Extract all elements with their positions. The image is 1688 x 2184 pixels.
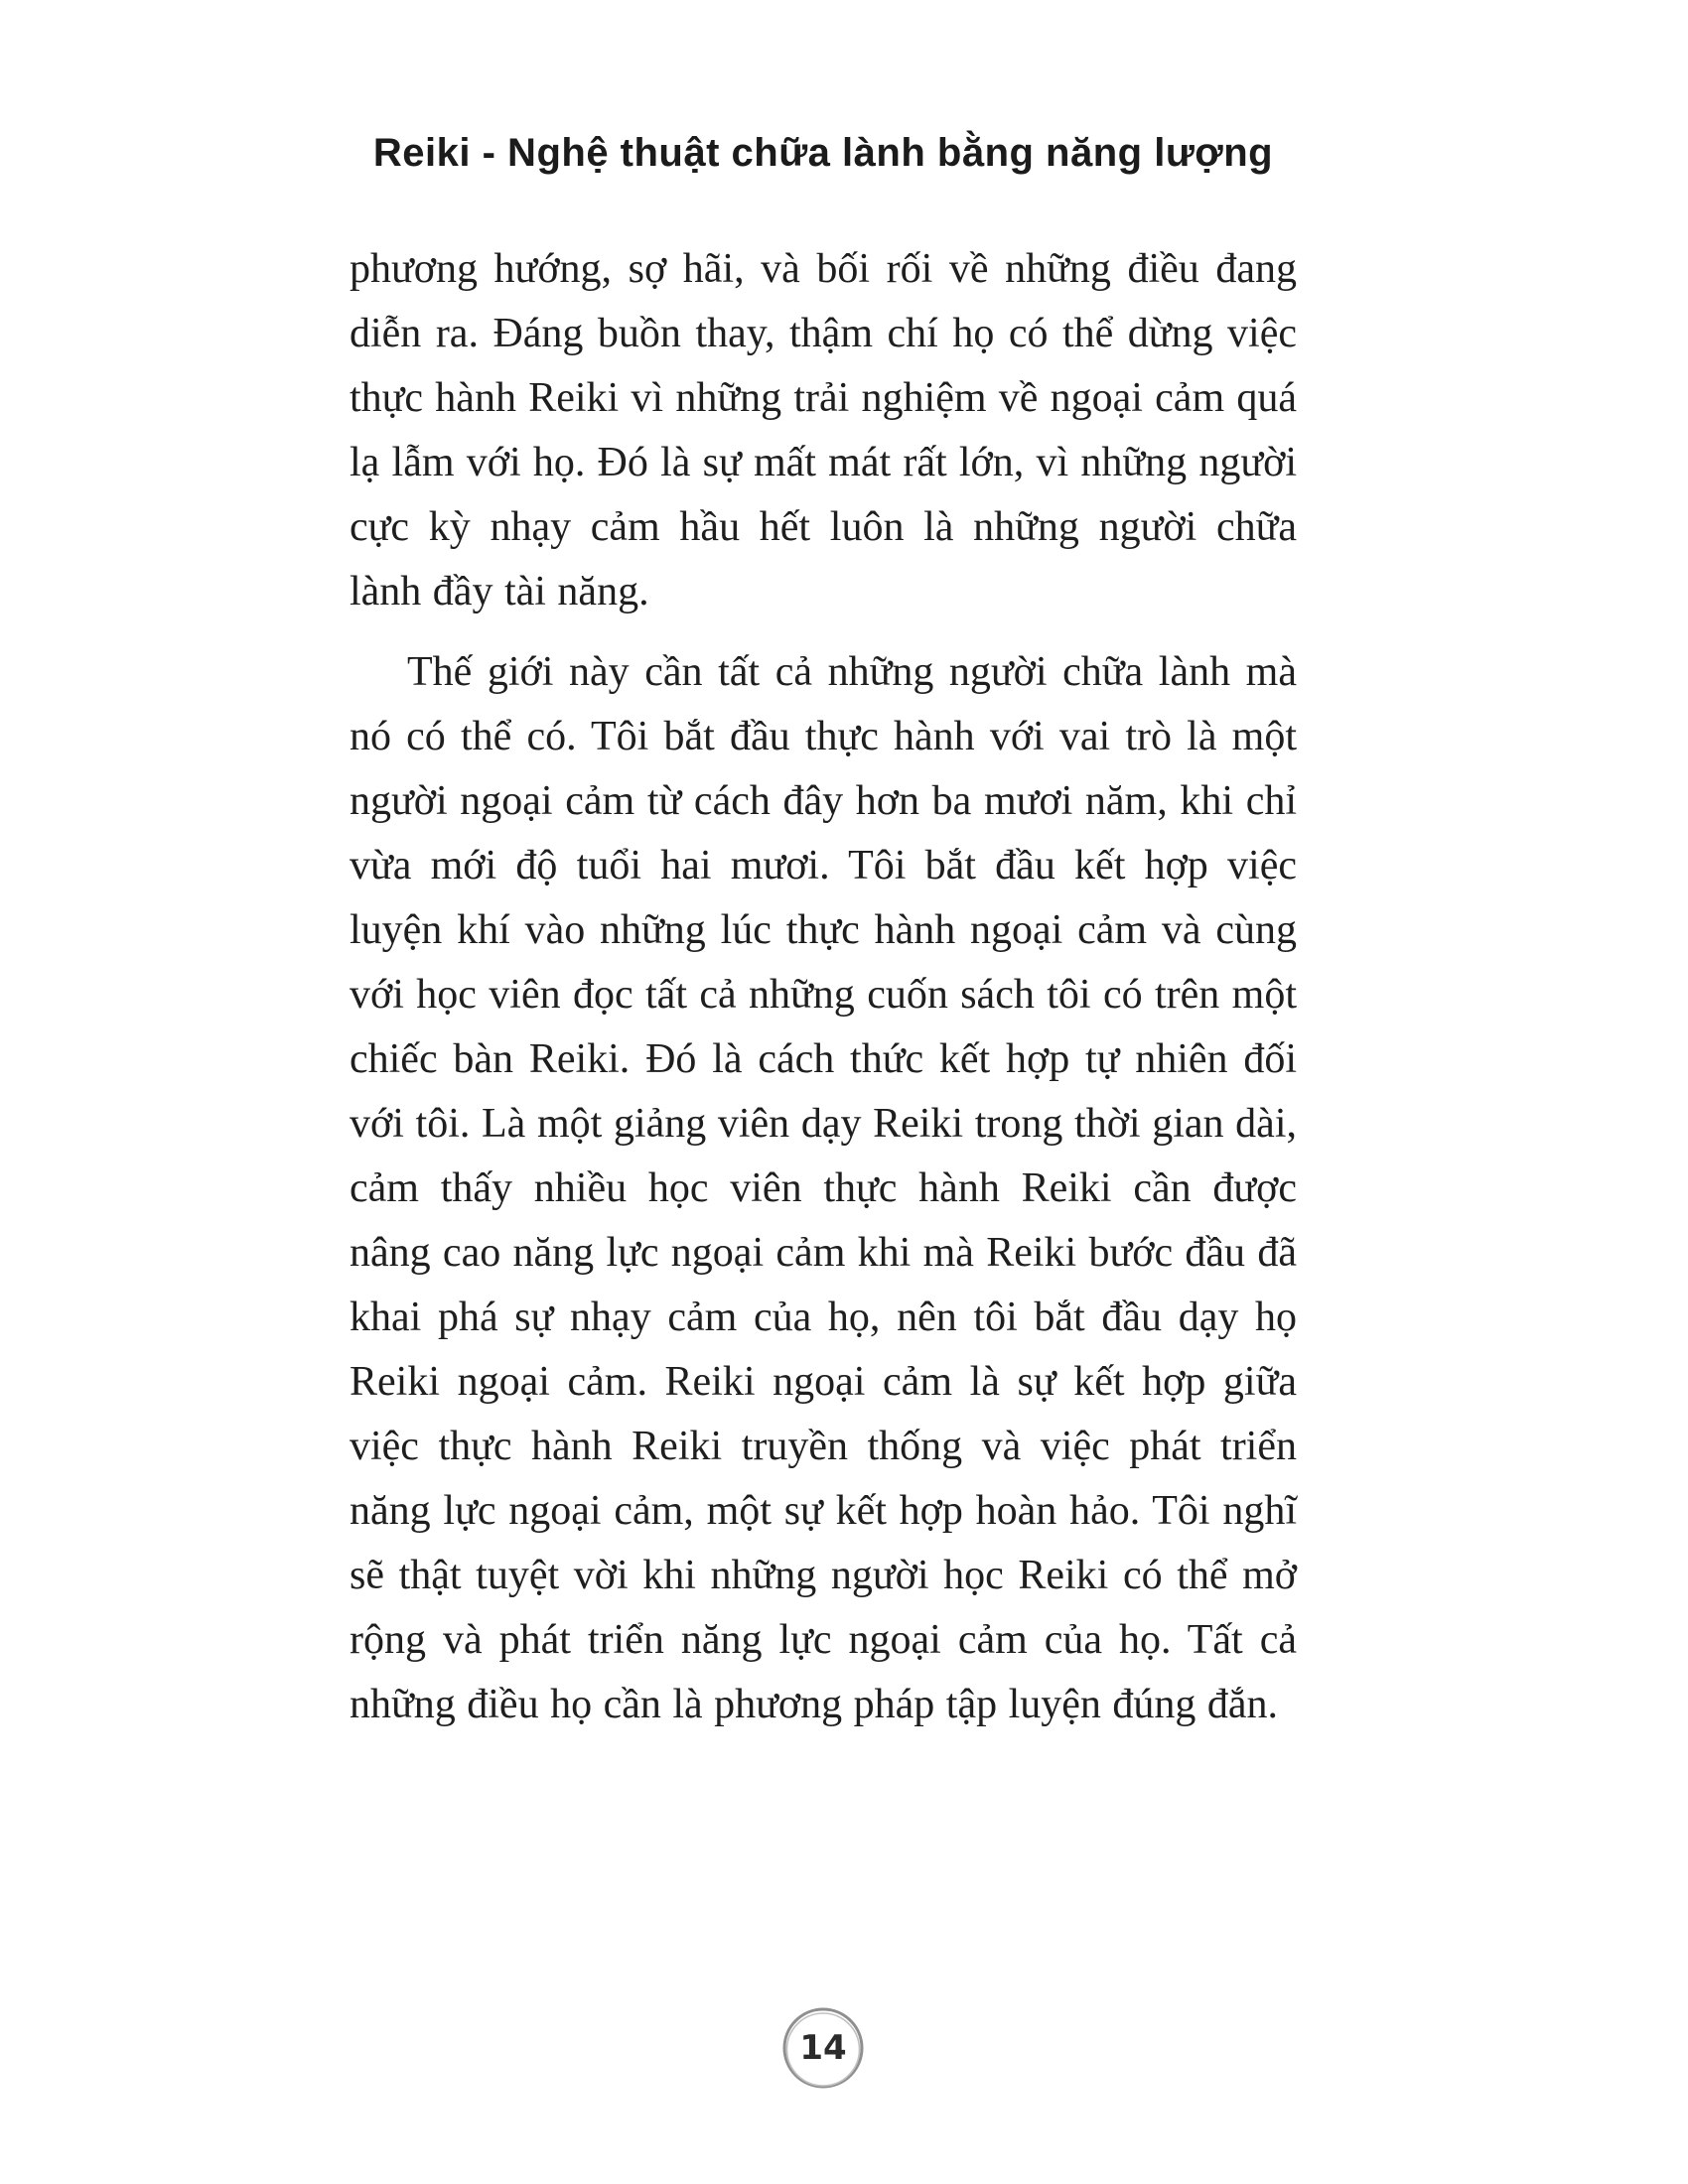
running-header: Reiki - Nghệ thuật chữa lành bằng năng lượng bbox=[372, 131, 1274, 175]
body-paragraph-1: phương hướng, sợ hãi, và bối rối về những điều đang diễn ra. Đáng buồn thay, thậm chí họ có thể dừng việc thực hành Reiki vì những trải nghiệm về ngoại cảm quá lạ lẫm với họ. Đó là sự mất mát rất lớn, vì những người cực kỳ nhạy cảm hầu hết luôn là những người chữa lành đầy tài năng. bbox=[350, 246, 1297, 614]
body-paragraph-2: Thế giới này cần tất cả những người chữa lành mà nó có thể có. Tôi bắt đầu thực hành với vai trò là một người ngoại cảm từ cách đây hơn ba mươi năm, khi chỉ vừa mới độ tuổi hai mươi. Tôi bắt đầu kết hợp việc luyện khí vào những lúc thực hành ngoại cảm và cùng với học viên đọc tất cả những cuốn sách tôi có trên một chiếc bàn Reiki. Đó là cách thức kết hợp tự nhiên đối với tôi. Là một giảng viên dạy Reiki trong thời gian dài, cảm thấy nhiều học viên thực hành Reiki cần được nâng cao năng lực ngoại cảm khi mà Reiki bước đầu đã khai phá sự nhạy cảm của họ, nên tôi bắt đầu dạy họ Reiki ngoại cảm. Reiki ngoại cảm là sự kết hợp giữa việc thực hành Reiki truyền thống và việc phát triển năng lực ngoại cảm, một sự kết hợp hoàn hảo. Tôi nghĩ sẽ thật tuyệt vời khi những người học Reiki có thể mở rộng và phát triển năng lực ngoại cảm của họ. Tất cả những điều họ cần là phương pháp tập luyện đúng đắn. bbox=[350, 649, 1297, 1727]
page-content bbox=[350, 131, 1297, 1737]
page-number: 14 bbox=[799, 2028, 847, 2068]
page-number-badge bbox=[780, 2005, 866, 2091]
